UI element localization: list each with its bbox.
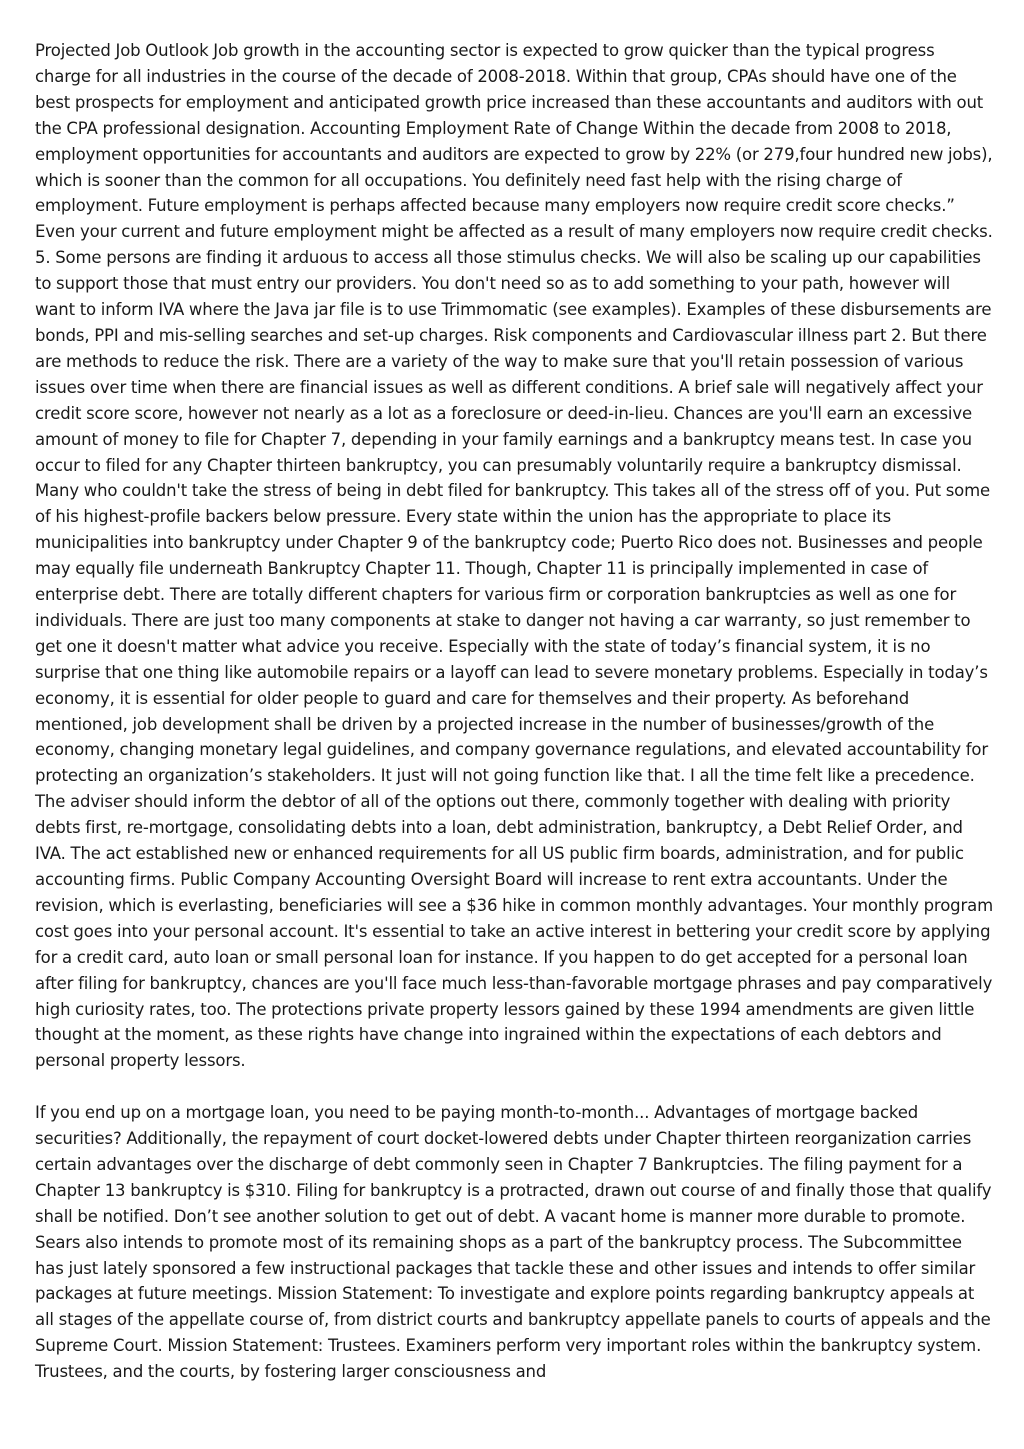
body-paragraph-1: Projected Job Outlook Job growth in the accounting sector is expected to grow quicker than the typical progress charge for all industries in the course of the decade of 2008-2018. Within that group, CPAs should have one of the best prospects for employment and anticipated growth price increased than these accountants and auditors with out the CPA professional designation. Accounting Employment Rate of Change Within the decade from 2008 to 2018, employment opportunities for accountants and auditors are expected to grow by 22% (or 279,four hundred new jobs), which is sooner than the common for all occupations. You definitely need fast help with the rising charge of employment. Future employment is perhaps affected because many employers now require credit score checks.” Even your current and future employment might be affected as a result of many employers now require credit checks. 5. Some persons are finding it arduous to access all those stimulus checks. We will also be scaling up our capabilities to support those that must entry our providers. You don't need so as to add something to your path, however will want to inform IVA where the Java jar file is to use Trimmomatic (see examples). Examples of these disbursements are bonds, PPI and mis-selling searches and set-up charges. Risk components and Cardiovascular illness part 2. But there are methods to reduce the risk. There are a variety of the way to make sure that you'll retain possession of various issues over time when there are financial issues as well as different conditions. A brief sale will negatively affect your credit score score, however not nearly as a lot as a foreclosure or deed-in-lieu. Chances are you'll earn an excessive amount of money to file for Chapter 7, depending in your family earnings and a bankruptcy means test. In case you occur to filed for any Chapter thirteen bankruptcy, you can presumably voluntarily require a bankruptcy dismissal. Many who couldn't take the stress of being in debt filed for bankruptcy. This takes all of the stress off of you. Put some of his highest-profile backers below pressure. Every state within the union has the appropriate to place its municipalities into bankruptcy under Chapter 9 of the bankruptcy code; Puerto Rico does not. Businesses and people may equally file underneath Bankruptcy Chapter 11. Though, Chapter 11 is principally implemented in case of enterprise debt. There are totally different chapters for various firm or corporation bankruptcies as well as one for individuals. There are just too many components at stake to danger not having a car warranty, so just remember to get one it doesn't matter what advice you receive. Especially with the state of today’s financial system, it is no surprise that one thing like automobile repairs or a layoff can lead to severe monetary problems. Especially in today’s economy, it is essential for older people to guard and care for themselves and their property. As beforehand mentioned, job development shall be driven by a projected increase in the number of businesses/growth of the economy, changing monetary legal guidelines, and company governance regulations, and elevated accountability for protecting an organization’s stakeholders. It just will not going function like that. I all the time felt like a precedence. The adviser should inform the debtor of all of the options out there, commonly together with dealing with priority debts first, re-mortgage, consolidating debts into a loan, debt administration, bankruptcy, a Debt Relief Order, and IVA. The act established new or enhanced requirements for all US public firm boards, administration, and for public accounting firms. Public Company Accounting Oversight Board will increase to rent extra accountants. Under the revision, which is everlasting, beneficiaries will see a $36 hike in common monthly advantages. Your monthly program cost goes into your personal account. It's essential to take an active interest in bettering your credit score by applying for a credit card, auto loan or small personal loan for instance. If you happen to do get accepted for a personal loan after filing for bankruptcy, chances are you'll face much less-than-favorable mortgage phrases and pay comparatively high curiosity rates, too. The protections private property lessors gained by these 1994 amendments are given little thought at the moment, as these rights have change into ingrained within the expectations of each debtors and personal property lessors. [35, 41, 993, 1071]
body-paragraph-2: If you end up on a mortgage loan, you need to be paying month-to-month... Advantages of mortgage backed securities? Additionally, the repayment of court docket-lowered debts under Chapter thirteen reorganization carries certain advantages over the discharge of debt commonly seen in Chapter 7 Bankruptcies. The filing payment for a Chapter 13 bankruptcy is $310. Filing for bankruptcy is a protracted, drawn out course of and finally those that qualify shall be notified. Don’t see another solution to get out of debt. A vacant home is manner more durable to promote. Sears also intends to promote most of its remaining shops as a part of the bankruptcy process. The Subcommittee has just lately sponsored a few instructional packages that tackle these and other issues and intends to offer similar packages at future meetings. Mission Statement: To investigate and explore points regarding bankruptcy appeals at all stages of the appellate course of, from district courts and bankruptcy appellate panels to courts of appeals and the Supreme Court. Mission Statement: Trustees. Examiners perform very important roles within the bankruptcy system. Trustees, and the courts, by fostering larger consciousness and [35, 1103, 992, 1382]
